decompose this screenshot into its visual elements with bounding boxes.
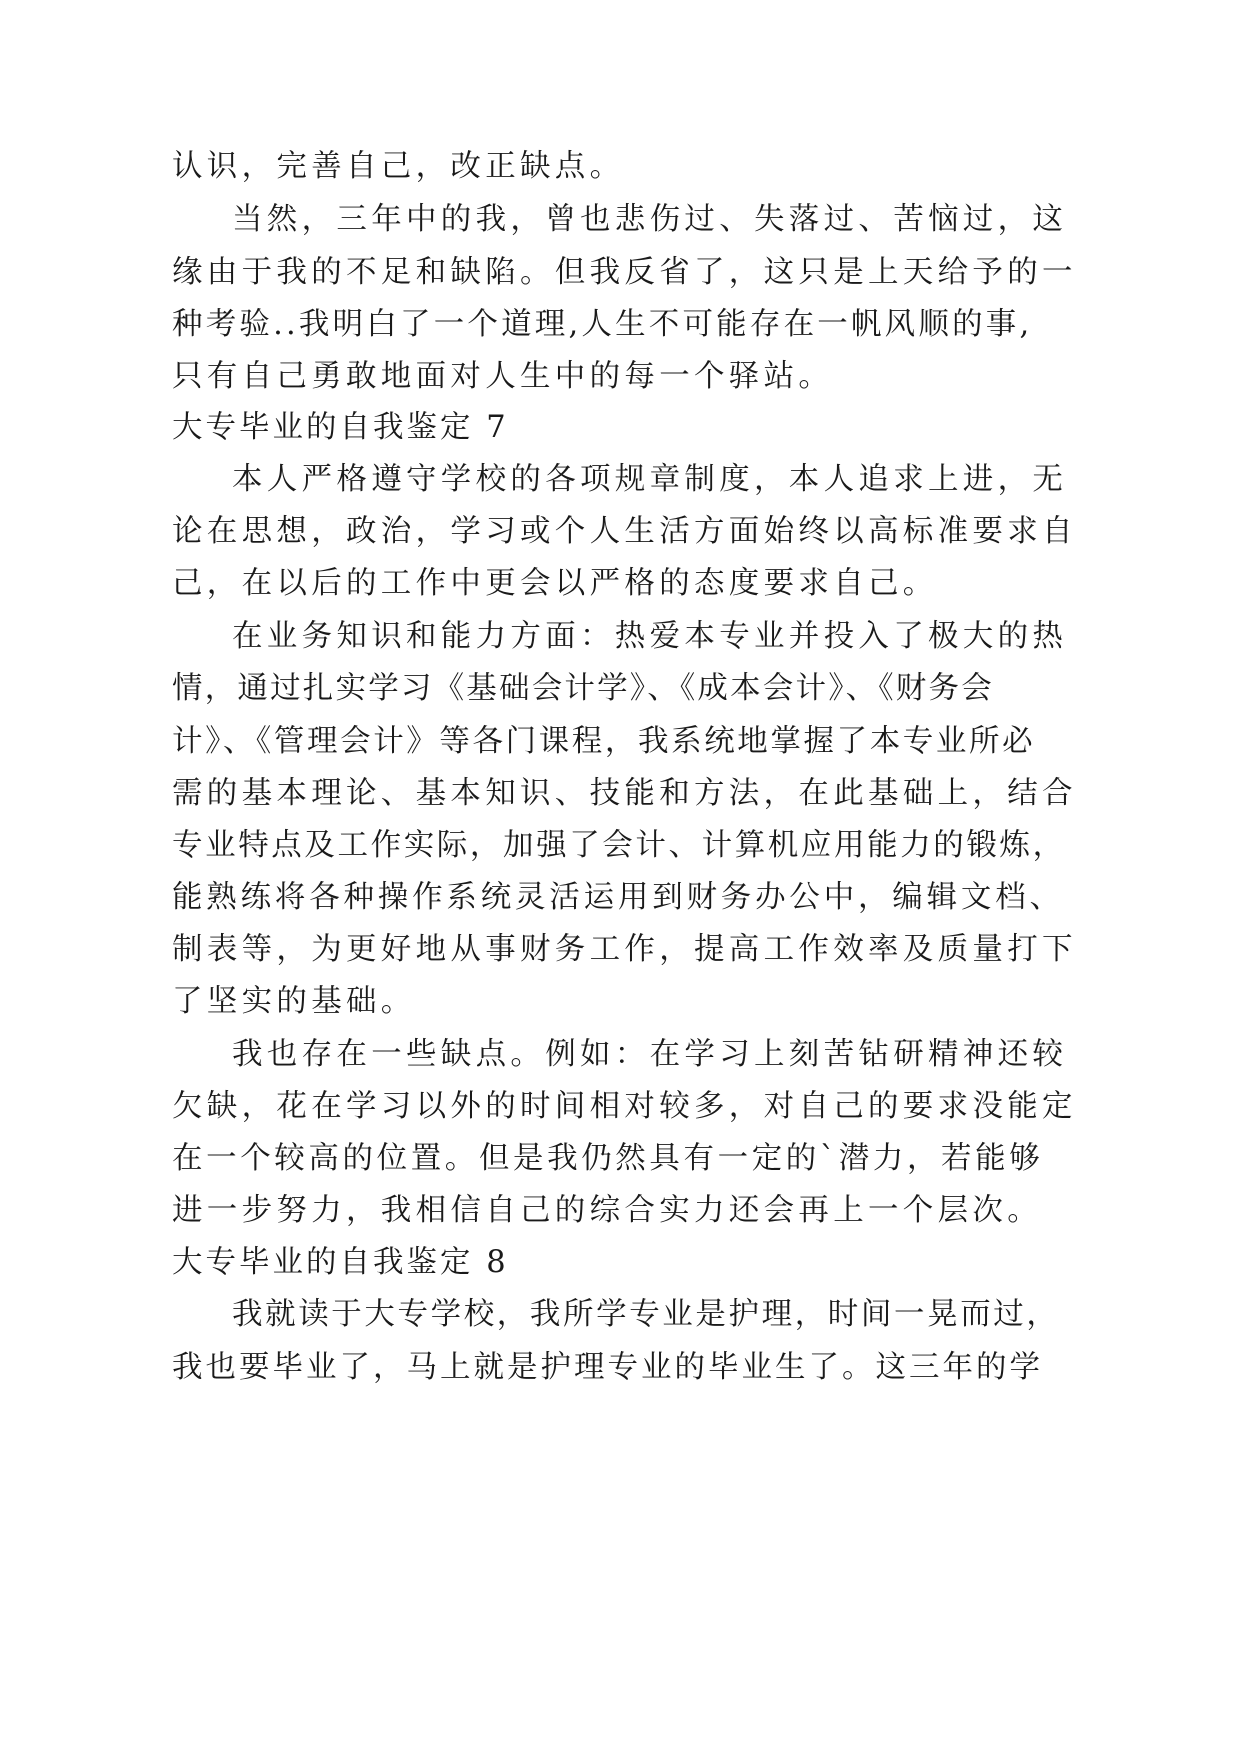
text-line: 欠缺，花在学习以外的时间相对较多，对自己的要求没能定	[172, 1089, 1077, 1124]
text-line: 进一步努力，我相信自己的综合实力还会再上一个层次。	[172, 1193, 1042, 1228]
text-line: 制表等，为更好地从事财务工作，提高工作效率及质量打下	[172, 932, 1077, 967]
text-line: 认识，完善自己，改正缺点。	[172, 149, 625, 184]
paragraph-first-line: 在业务知识和能力方面：热爱本专业并投入了极大的热	[232, 619, 1068, 654]
text-line: 论在思想，政治，学习或个人生活方面始终以高标准要求自	[172, 514, 1077, 549]
text-line: 己，在以后的工作中更会以严格的态度要求自己。	[172, 566, 938, 601]
text-line: 了坚实的基础。	[172, 984, 416, 1019]
text-line: 缘由于我的不足和缺陷。但我反省了，这只是上天给予的一	[172, 255, 1077, 290]
text-line: 在一个较高的位置。但是我仍然具有一定的`潜力，若能够	[172, 1141, 1044, 1176]
text-line: 只有自己勇敢地面对人生中的每一个驿站。	[172, 359, 834, 394]
section-heading: 大专毕业的自我鉴定 7	[172, 410, 509, 445]
text-line: 能熟练将各种操作系统灵活运用到财务办公中，编辑文档、	[172, 880, 1064, 915]
text-line: 种考验..我明白了一个道理,人生不可能存在一帆风顺的事,	[172, 307, 1033, 342]
text-line: 专业特点及工作实际，加强了会计、计算机应用能力的锻炼，	[172, 828, 1066, 863]
paragraph-first-line: 本人严格遵守学校的各项规章制度，本人追求上进，无	[232, 462, 1068, 497]
paragraph-first-line: 我就读于大专学校，我所学专业是护理，时间一晃而过，	[232, 1297, 1060, 1332]
paragraph-first-line: 当然，三年中的我，曾也悲伤过、失落过、苦恼过，这	[232, 202, 1068, 237]
section-heading: 大专毕业的自我鉴定 8	[172, 1245, 509, 1280]
text-line: 我也要毕业了，马上就是护理专业的毕业生了。这三年的学	[172, 1350, 1043, 1385]
paragraph-first-line: 我也存在一些缺点。例如：在学习上刻苦钻研精神还较	[232, 1037, 1068, 1072]
text-line: 计》、《管理会计》等各门课程，我系统地掌握了本专业所必	[172, 724, 1036, 759]
text-line: 情，通过扎实学习《基础会计学》、《成本会计》、《财务会	[172, 671, 994, 706]
text-line: 需的基本理论、基本知识、技能和方法，在此基础上，结合	[172, 776, 1077, 811]
